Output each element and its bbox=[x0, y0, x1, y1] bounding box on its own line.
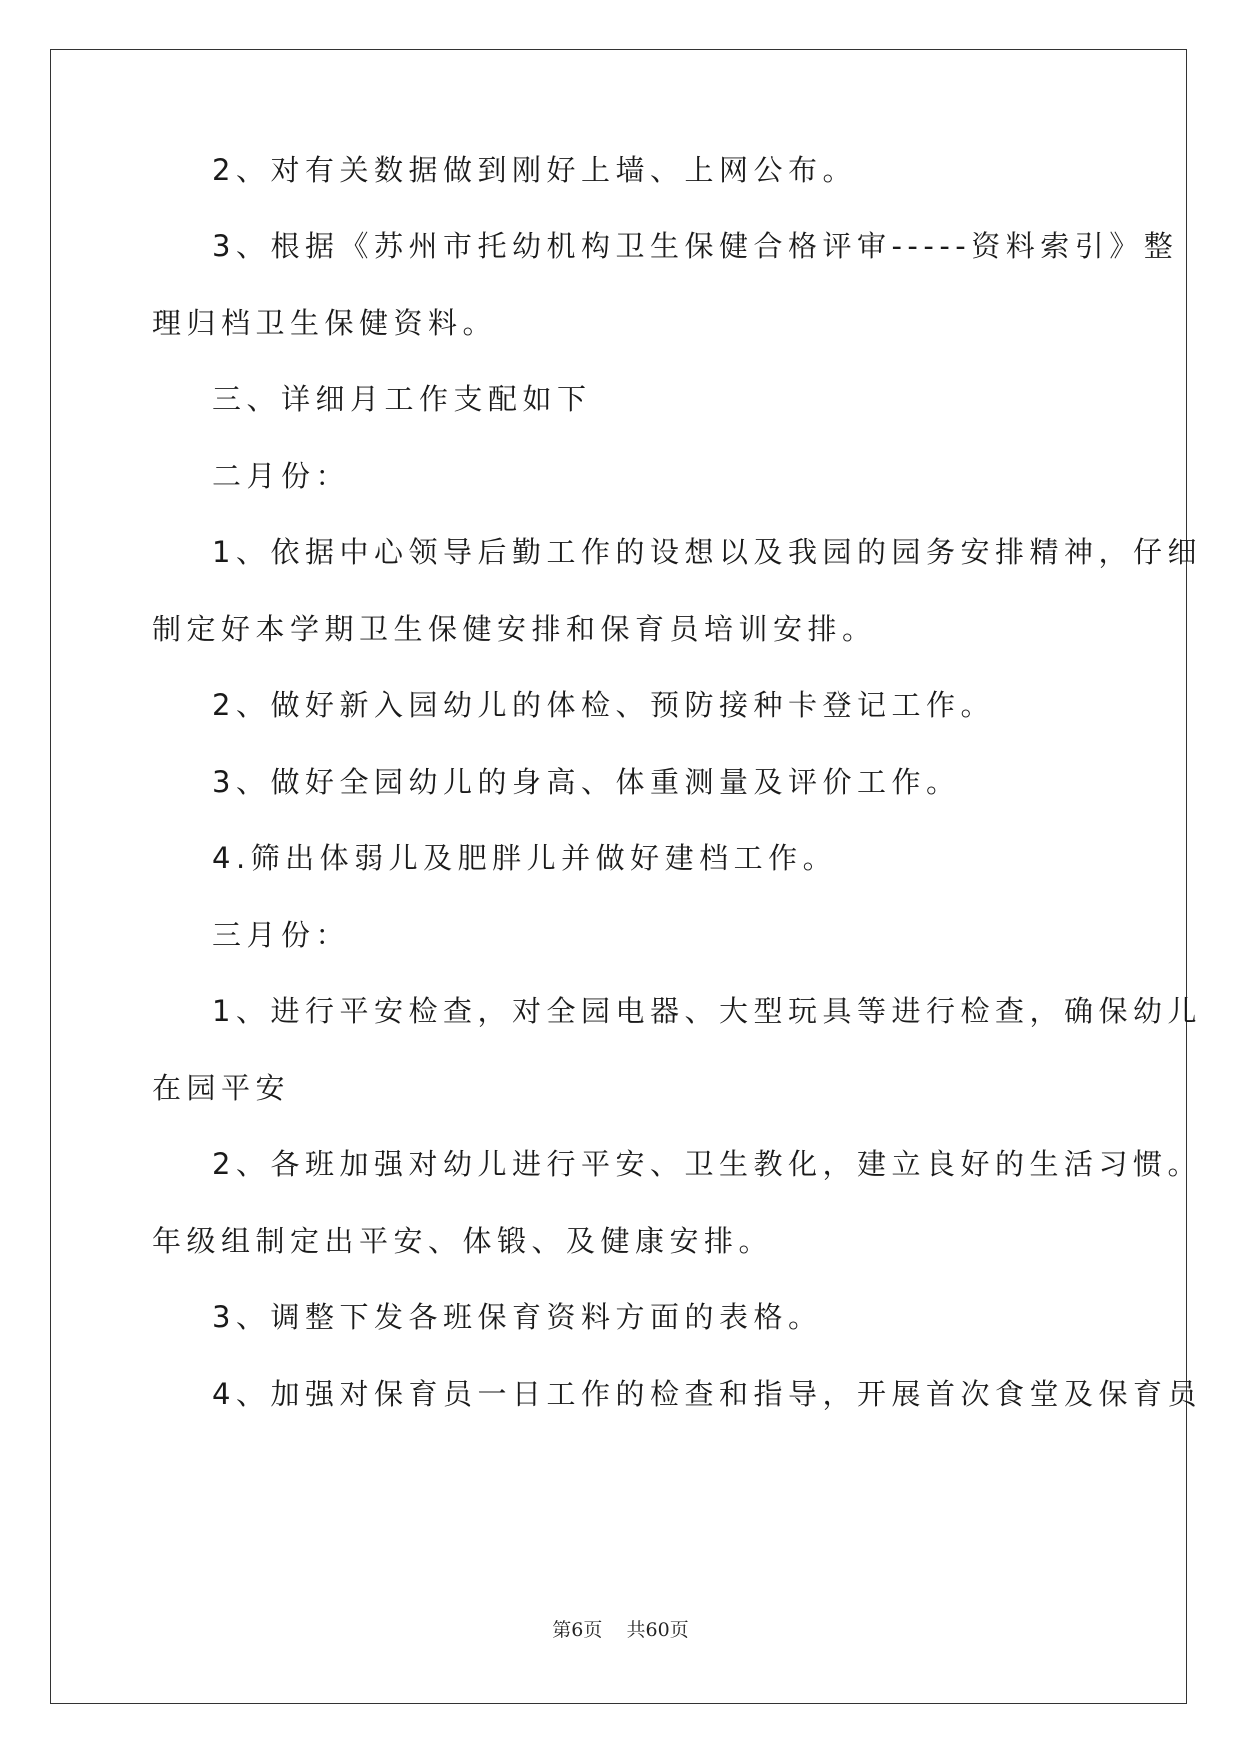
total-prefix: 共 bbox=[626, 1619, 646, 1641]
paragraph-line: 制定好本学期卫生保健安排和保育员培训安排。 bbox=[152, 612, 877, 646]
paragraph-line: 3、做好全园幼儿的身高、体重测量及评价工作。 bbox=[212, 765, 961, 799]
paragraph-line: 3、根据《苏州市托幼机构卫生保健合格评审-----资料索引》整 bbox=[212, 229, 1179, 263]
page-prefix: 第 bbox=[552, 1619, 572, 1641]
month-heading: 二月份： bbox=[212, 459, 351, 493]
total-pages: 60 bbox=[645, 1619, 670, 1641]
paragraph-line: 1、进行平安检查，对全园电器、大型玩具等进行检查，确保幼儿 bbox=[212, 994, 1202, 1028]
paragraph-line: 3、调整下发各班保育资料方面的表格。 bbox=[212, 1300, 823, 1334]
page-footer bbox=[0, 1618, 1241, 1642]
paragraph-line: 2、各班加强对幼儿进行平安、卫生教化，建立良好的生活习惯。 bbox=[212, 1147, 1202, 1181]
page-number: 6 bbox=[571, 1619, 584, 1641]
page-suffix: 页 bbox=[583, 1619, 603, 1641]
paragraph-line: 在园平安 bbox=[152, 1071, 291, 1105]
paragraph-line: 1、依据中心领导后勤工作的设想以及我园的园务安排精神，仔细 bbox=[212, 535, 1202, 569]
paragraph-line: 4、加强对保育员一日工作的检查和指导，开展首次食堂及保育员 bbox=[212, 1377, 1202, 1411]
paragraph-line: 理归档卫生保健资料。 bbox=[152, 306, 498, 340]
paragraph-line: 2、做好新入园幼儿的体检、预防接种卡登记工作。 bbox=[212, 688, 995, 722]
paragraph-line: 2、对有关数据做到刚好上墙、上网公布。 bbox=[212, 153, 857, 187]
month-heading: 三月份： bbox=[212, 918, 351, 952]
paragraph-line: 4.筛出体弱儿及肥胖儿并做好建档工作。 bbox=[212, 841, 838, 875]
total-suffix: 页 bbox=[669, 1619, 689, 1641]
section-heading: 三、详细月工作支配如下 bbox=[212, 382, 592, 416]
paragraph-line: 年级组制定出平安、体锻、及健康安排。 bbox=[152, 1224, 774, 1258]
